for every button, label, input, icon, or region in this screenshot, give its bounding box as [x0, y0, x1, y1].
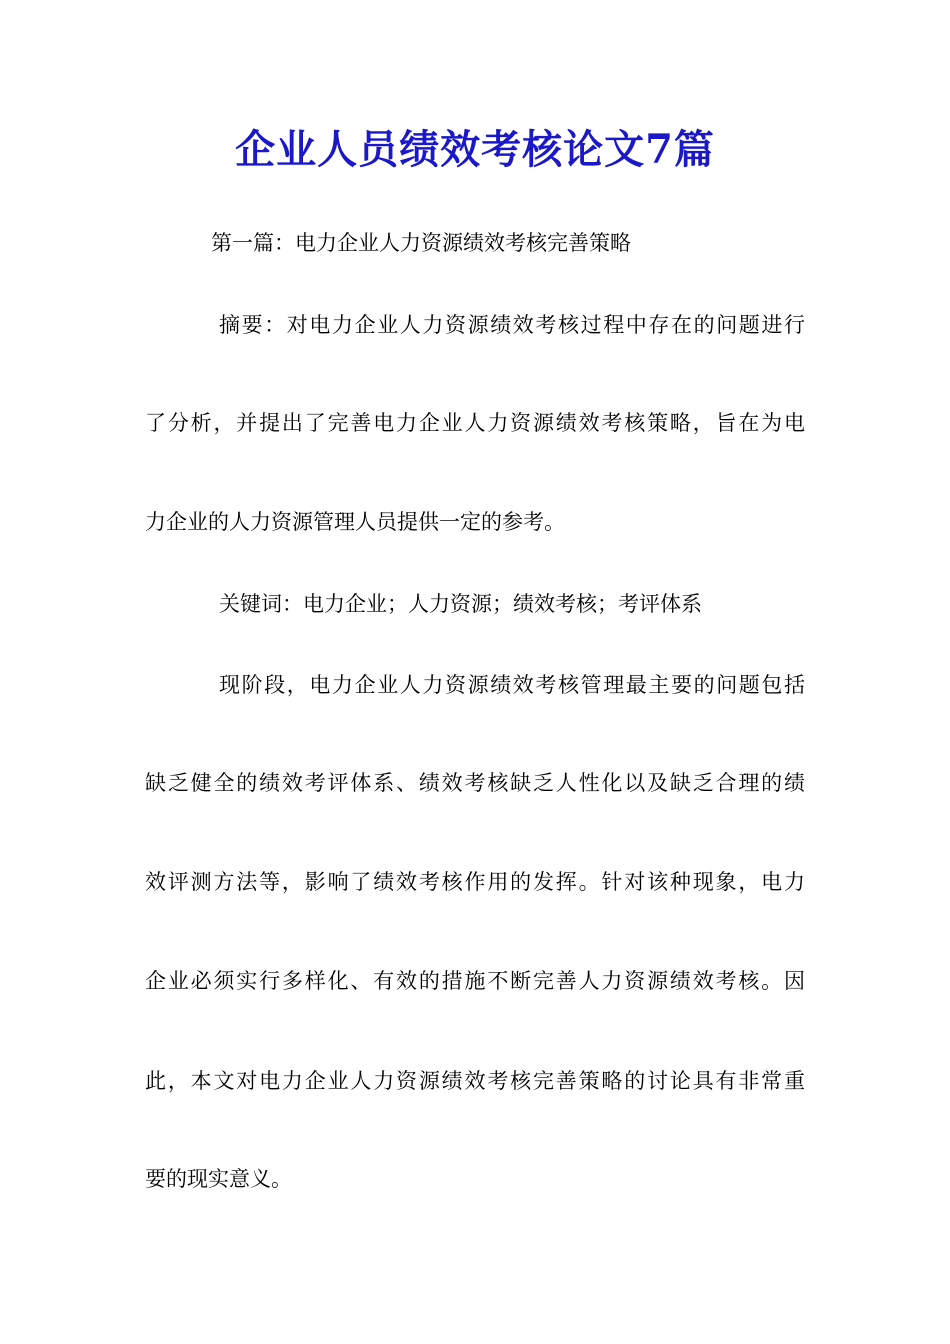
section-heading: 第一篇：电力企业人力资源绩效考核完善策略	[211, 231, 631, 255]
abstract-line-3: 力企业的人力资源管理人员提供一定的参考。	[145, 510, 565, 534]
body-line-4: 企业必须实行多样化、有效的措施不断完善人力资源绩效考核。因	[145, 969, 805, 993]
body-line-2: 缺乏健全的绩效考评体系、绩效考核缺乏人性化以及缺乏合理的绩	[145, 771, 805, 795]
abstract-line-2: 了分析，并提出了完善电力企业人力资源绩效考核策略，旨在为电	[145, 411, 805, 435]
body-line-3: 效评测方法等，影响了绩效考核作用的发挥。针对该种现象，电力	[145, 870, 805, 894]
document-title: 企业人员绩效考核论文7篇	[235, 126, 715, 173]
body-line-1: 现阶段，电力企业人力资源绩效考核管理最主要的问题包括	[219, 673, 805, 697]
keywords-line: 关键词：电力企业；人力资源；绩效考核；考评体系	[219, 592, 702, 616]
abstract-line-1: 摘要：对电力企业人力资源绩效考核过程中存在的问题进行	[219, 313, 805, 337]
body-line-5: 此，本文对电力企业人力资源绩效考核完善策略的讨论具有非常重	[145, 1069, 805, 1093]
body-line-6: 要的现实意义。	[145, 1167, 292, 1191]
